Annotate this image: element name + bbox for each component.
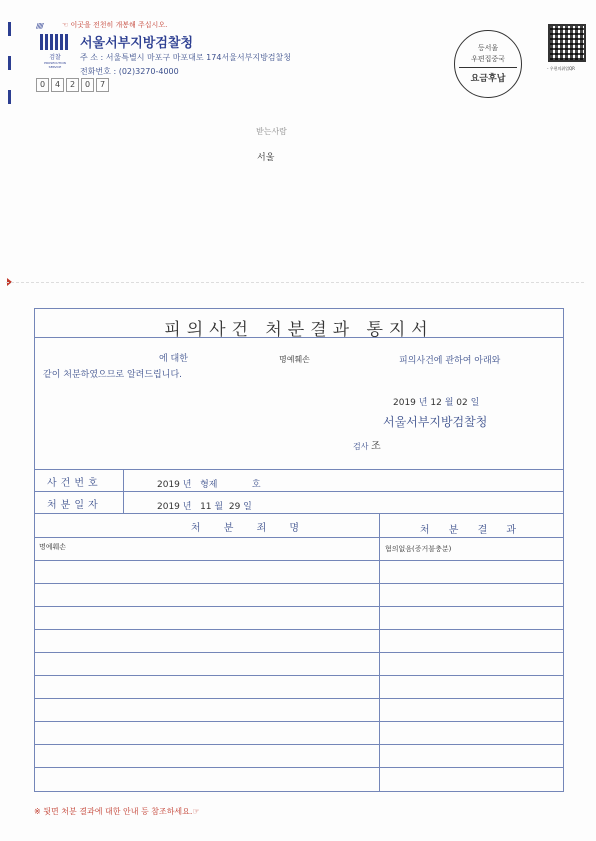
zip-digit: 0: [81, 78, 94, 92]
logo-text: 검찰: [49, 54, 61, 61]
envelope-stripes: /////: [36, 22, 43, 30]
date-day-unit: 일: [470, 398, 480, 408]
envelope-fold-marks: [8, 22, 16, 132]
tel-label: 전화번호 :: [80, 67, 117, 76]
notice-title: 피의사건 처분결과 통지서: [164, 320, 434, 340]
footer-note: ※ 뒷면 처분 결과에 대한 안내 등 참조하세요.☞: [34, 807, 200, 816]
zip-digit: 7: [96, 78, 109, 92]
date-month: 12: [430, 398, 442, 408]
table-row-line: [35, 698, 563, 699]
prosecution-logo: [40, 34, 70, 69]
disp-month-unit: 월: [214, 502, 224, 512]
stamp-line2: 우편집중국: [471, 55, 505, 63]
recipient-address: 서울: [257, 153, 275, 163]
office-name: 서울서부지방검찰청: [383, 415, 488, 429]
qr-code-icon: [548, 24, 586, 62]
sender-name: 서울서부지방검찰청: [80, 36, 194, 51]
handle-note: ☜ 이곳을 전천히 개봉해 주십시오.: [62, 21, 168, 29]
col-charge-header: 처 분 죄 명: [190, 523, 310, 534]
col-result-header: 처 분 결 과: [419, 525, 525, 536]
address-value: 서울특별시 마포구 마포대로 174서울서부지방검찰청: [105, 53, 291, 62]
row-charge: 명예훼손: [39, 543, 67, 551]
disposition-notice-form: [34, 308, 564, 792]
case-number-label: 사건번호: [47, 478, 102, 489]
case-year-unit: 년: [182, 480, 192, 490]
date-year: 2019: [393, 398, 416, 408]
zip-digit: 0: [36, 78, 49, 92]
date-month-unit: 월: [444, 398, 454, 408]
disp-year-unit: 년: [182, 502, 192, 512]
sender-address: [80, 52, 291, 63]
disp-month: 11: [200, 502, 212, 512]
disp-day: 29: [228, 502, 241, 512]
body-text: 같이 처분하였으므로 알려드립니다.: [43, 370, 182, 380]
table-row-line: [35, 767, 563, 768]
postage-stamp: [454, 30, 522, 98]
tel-value: (02)3270-4000: [118, 67, 179, 76]
case-type: 형제: [200, 480, 218, 490]
stamp-line1: 등서울: [477, 44, 499, 52]
disposition-date-label: 처분일자: [47, 500, 102, 511]
logo-sub: PROSECUTION SERVICE: [44, 61, 66, 69]
disposition-date-value: [157, 499, 252, 512]
zip-digit: 4: [51, 78, 64, 92]
regarding-text: 피의사건에 관하여 아래와: [399, 356, 501, 366]
stamp-line3: 요금후납: [470, 74, 506, 84]
prosecutor-name: 조: [371, 441, 381, 452]
date-year-unit: 년: [418, 398, 428, 408]
recipient-label: 받는사람: [256, 127, 287, 136]
zip-code-boxes: [36, 78, 109, 92]
disp-year: 2019: [157, 502, 180, 512]
charge-name: 명예훼손: [279, 355, 310, 364]
notice-date: [393, 395, 479, 408]
regarding-suffix: 에 대한: [159, 354, 188, 364]
prosecutor-label: 검사: [353, 442, 369, 451]
date-day: 02: [456, 398, 468, 408]
table-row-line: [35, 652, 563, 653]
qr-label: - 우편의취업QR: [547, 66, 575, 71]
logo-bars-icon: [40, 34, 70, 50]
table-row-line: [35, 629, 563, 630]
table-row-line: [35, 606, 563, 607]
case-year: 2019: [157, 480, 180, 490]
table-row-line: [35, 675, 563, 676]
sender-tel: [80, 66, 179, 77]
address-label: 주 소 :: [80, 53, 104, 62]
zip-digit: 2: [66, 78, 79, 92]
table-row-line: [35, 583, 563, 584]
case-number-value: [157, 477, 261, 490]
row-result: 혐의없음(증거불충분): [385, 545, 452, 553]
table-row-line: [35, 560, 563, 561]
table-row-line: [35, 721, 563, 722]
disp-day-unit: 일: [243, 502, 252, 512]
case-no-unit: 호: [251, 480, 261, 490]
prosecutor-line: [353, 437, 381, 452]
fold-line: [6, 282, 584, 283]
table-row-line: [35, 744, 563, 745]
